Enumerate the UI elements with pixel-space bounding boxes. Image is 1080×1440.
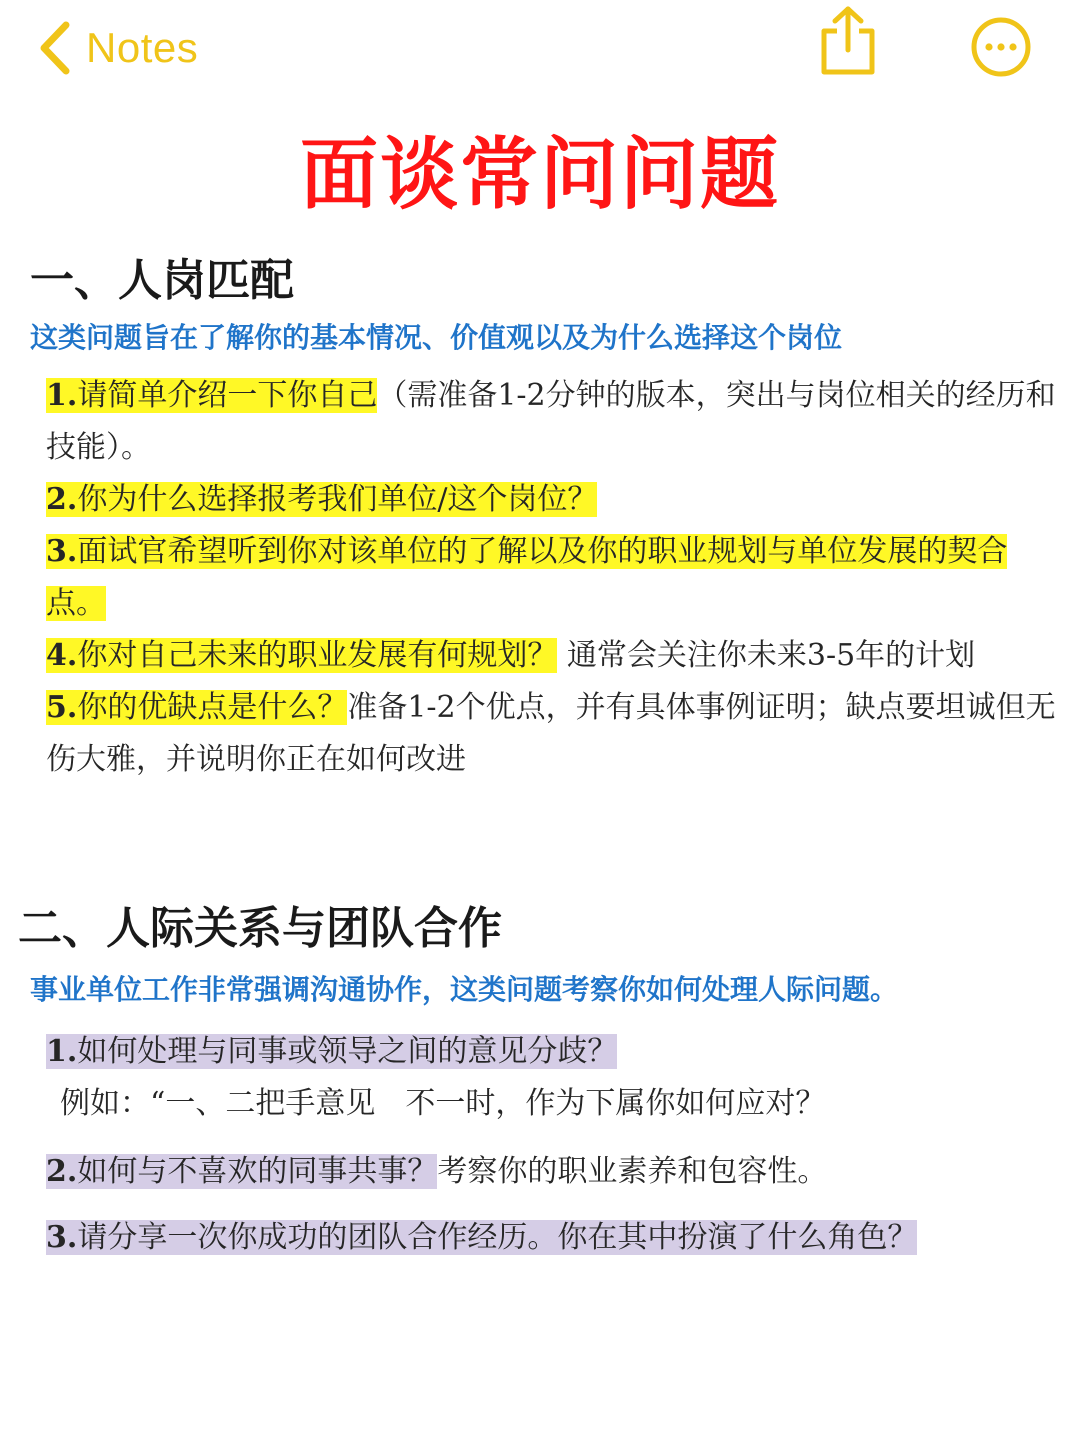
s1-item-2 bbox=[46, 474, 1066, 526]
section2-heading: 二、人际关系与团队合作 bbox=[18, 903, 502, 954]
share-icon bbox=[816, 4, 880, 76]
s1-item-5-highlight: 5.你的优缺点是什么？ bbox=[46, 690, 348, 725]
section1-intro: 这类问题旨在了解你的基本情况、价值观以及为什么选择这个岗位 bbox=[30, 321, 843, 354]
s2-item-2 bbox=[46, 1146, 1066, 1198]
more-icon bbox=[970, 16, 1032, 78]
s1-item-3-highlight: 3.面试官希望听到你对该单位的了解以及你的职业规划与单位发展的契合点。 bbox=[46, 534, 1008, 621]
s1-item-4 bbox=[46, 630, 1066, 682]
s2-item-2-rest: 考察你的职业素养和包容性。 bbox=[437, 1154, 828, 1189]
section1-heading: 一、人岗匹配 bbox=[30, 255, 294, 306]
s2-item-1 bbox=[46, 1026, 1066, 1078]
top-nav-bar bbox=[0, 0, 1080, 100]
s2-item-1-example: 例如：“一、二把手意见 不一时，作为下属你如何应对？ bbox=[60, 1086, 826, 1121]
back-button[interactable] bbox=[38, 16, 198, 80]
s2-item-2-highlight: 2.如何与不喜欢的同事共事？ bbox=[46, 1154, 438, 1189]
section2-intro: 事业单位工作非常强调沟通协作，这类问题考察你如何处理人际问题。 bbox=[30, 973, 899, 1006]
s1-item-4-highlight: 4.你对自己未来的职业发展有何规划？ bbox=[46, 638, 558, 673]
s2-item-3-highlight: 3.请分享一次你成功的团队合作经历。你在其中扮演了什么角色？ bbox=[46, 1220, 918, 1255]
s1-item-1-highlight: 1.请简单介绍一下你自己 bbox=[46, 378, 378, 413]
s1-item-4-rest: 通常会关注你未来3-5年的计划 bbox=[557, 638, 976, 673]
share-button[interactable] bbox=[816, 4, 880, 76]
s2-item-3 bbox=[46, 1212, 1066, 1264]
note-title: 面谈常问问题 bbox=[299, 130, 780, 220]
s1-item-1-rest: （需准备1-2分钟的版本，突出与岗位相关的经历和技能）。 bbox=[46, 378, 1056, 465]
s2-item-1-highlight: 1.如何处理与同事或领导之间的意见分歧？ bbox=[46, 1034, 618, 1069]
more-button[interactable] bbox=[970, 16, 1032, 78]
s1-item-5 bbox=[46, 682, 1066, 786]
s1-item-5-rest: 准备1-2个优点，并有具体事例证明；缺点要坦诚但无伤大雅，并说明你正在如何改进 bbox=[46, 690, 1056, 777]
s1-item-2-highlight: 2.你为什么选择报考我们单位/这个岗位？ bbox=[46, 482, 598, 517]
s1-item-3 bbox=[46, 526, 1066, 630]
back-label: Notes bbox=[86, 24, 199, 71]
s1-item-1 bbox=[46, 370, 1066, 474]
chevron-left-icon bbox=[38, 20, 72, 76]
